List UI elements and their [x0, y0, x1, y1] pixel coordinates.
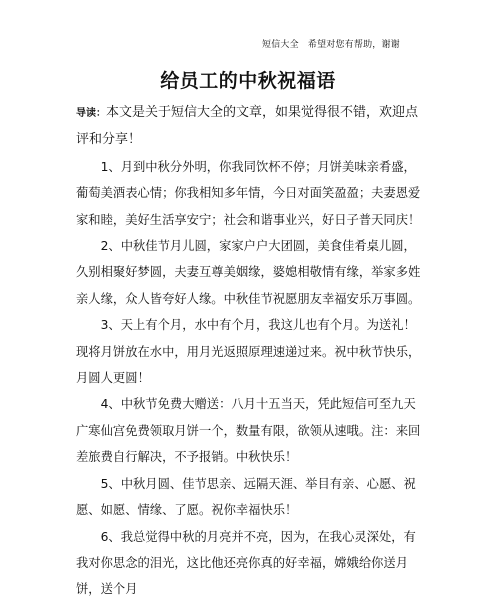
blessing-paragraph-6: 6、我总觉得中秋的月亮并不亮，因为，在我心灵深处，有我对你思念的泪光，这比他还亮你真的好幸福，嫦娥给你送月饼，送个月 — [76, 529, 416, 597]
header-note — [262, 37, 400, 50]
blessing-paragraph-5: 5、中秋月圆、佳节思亲、远隔天涯、举目有亲、心愿、祝愿、如愿、情缘、了愿。祝你幸福快乐！ — [76, 476, 416, 518]
header-site-name: 短信大全 — [262, 40, 299, 50]
blessing-paragraph-2: 2、中秋佳节月儿圆，家家户户大团圆，美食佳肴桌儿圆，久别相聚好梦圆，夫妻互尊美姻缘，婆媳相敬情有缘，举家多姓亲人缘，众人皆夸好人缘。中秋佳节祝愿朋友幸福安乐万事圆。 — [76, 239, 421, 306]
intro-text: 本文是关于短信大全的文章，如果觉得很不错，欢迎点评和分享！ — [76, 105, 419, 148]
article-body — [76, 100, 428, 603]
intro-label: 导读： — [76, 108, 106, 119]
blessing-paragraph-1: 1、月到中秋分外明，你我同饮杯不停；月饼美味亲肴盛，葡萄美酒表心情；你我相知多年情，今日对面笑盈盈；夫妻恩爱家和睦，美好生活享安宁；社会和谐事业兴，好日子普天同庆！ — [76, 159, 421, 227]
blessing-paragraph-4: 4、中秋节免费大赠送：八月十五当天，凭此短信可至九天广寒仙宫免费领取月饼一个，数量有限，欲领从速哦。注：来回差旅费自行解决，不予报销。中秋快乐！ — [76, 397, 421, 465]
blessing-paragraph-3: 3、天上有个月，水中有个月，我这儿也有个月。为送礼！现将月饼放在水中，用月光返照原理速递过来。祝中秋节快乐，月圆人更圆！ — [76, 318, 421, 386]
article-title: 给员工的中秋祝福语 — [160, 70, 336, 92]
header-tagline: 希望对您有帮助，谢谢 — [307, 40, 400, 50]
article-intro — [76, 100, 428, 154]
